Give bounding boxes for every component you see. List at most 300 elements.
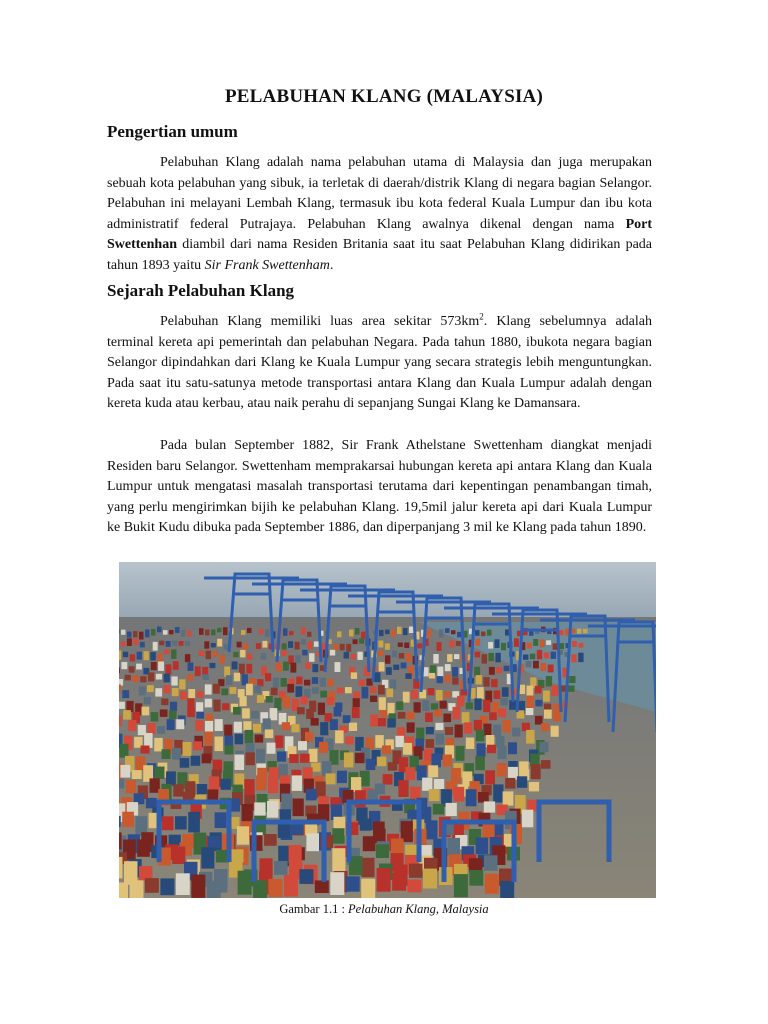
container-stack bbox=[121, 630, 126, 635]
container-stack bbox=[478, 792, 489, 803]
container-stack bbox=[123, 710, 131, 720]
container-stack bbox=[466, 702, 473, 709]
container-stack bbox=[172, 847, 185, 865]
container-stack bbox=[382, 745, 391, 754]
container-stack bbox=[439, 629, 444, 637]
container-stack bbox=[266, 696, 273, 703]
container-stack bbox=[408, 880, 422, 893]
container-stack bbox=[428, 765, 438, 777]
container-stack bbox=[353, 639, 358, 644]
container-stack bbox=[337, 771, 347, 783]
container-stack bbox=[126, 780, 136, 794]
container-stack bbox=[426, 820, 438, 839]
container-stack bbox=[527, 696, 534, 709]
container-stack bbox=[330, 719, 338, 730]
container-stack bbox=[140, 676, 146, 682]
container-stack bbox=[156, 674, 162, 680]
container-stack bbox=[495, 653, 500, 663]
container-stack bbox=[125, 675, 131, 681]
container-stack bbox=[119, 702, 125, 709]
container-stack bbox=[132, 676, 138, 683]
container-stack bbox=[221, 779, 231, 790]
container-stack bbox=[378, 650, 383, 656]
container-stack bbox=[312, 687, 319, 694]
container-stack bbox=[346, 644, 351, 652]
container-stack bbox=[475, 756, 485, 770]
container-stack bbox=[179, 641, 184, 646]
container-stack bbox=[187, 674, 193, 681]
container-stack bbox=[269, 767, 279, 777]
container-stack bbox=[215, 719, 223, 731]
container-stack bbox=[166, 641, 171, 647]
container-stack bbox=[144, 651, 149, 660]
container-stack bbox=[301, 639, 306, 645]
container-stack bbox=[164, 674, 170, 683]
container-stack bbox=[500, 881, 514, 898]
container-stack bbox=[167, 719, 175, 730]
container-stack bbox=[496, 667, 502, 673]
container-stack bbox=[330, 872, 344, 895]
container-stack bbox=[374, 672, 380, 682]
container-stack bbox=[120, 765, 130, 778]
container-stack bbox=[398, 780, 408, 797]
container-stack bbox=[188, 689, 195, 698]
container-stack bbox=[540, 639, 545, 647]
container-stack bbox=[185, 654, 190, 662]
container-stack bbox=[203, 674, 209, 680]
container-stack bbox=[245, 730, 254, 743]
container-stack bbox=[289, 845, 302, 863]
container-stack bbox=[119, 629, 120, 633]
container-stack bbox=[502, 687, 509, 697]
container-stack bbox=[146, 798, 157, 808]
figure-caption bbox=[0, 902, 768, 917]
container-stack bbox=[385, 655, 390, 664]
container-stack bbox=[161, 699, 168, 706]
container-stack bbox=[508, 742, 517, 754]
container-stack bbox=[337, 631, 342, 637]
container-stack bbox=[253, 724, 261, 733]
container-stack bbox=[319, 742, 328, 753]
caption-text: Pelabuhan Klang, Malaysia bbox=[348, 902, 489, 916]
container-stack bbox=[263, 718, 271, 731]
container-stack bbox=[296, 686, 303, 697]
container-stack bbox=[119, 816, 121, 827]
container-stack bbox=[447, 654, 452, 662]
container-stack bbox=[196, 702, 203, 712]
container-stack bbox=[359, 638, 364, 643]
container-stack bbox=[526, 661, 532, 668]
container-stack bbox=[378, 685, 385, 695]
container-stack bbox=[295, 655, 300, 663]
container-stack bbox=[226, 675, 232, 685]
container-stack bbox=[349, 723, 357, 731]
container-stack bbox=[213, 684, 220, 694]
container-stack bbox=[243, 721, 251, 731]
container-stack bbox=[526, 730, 535, 744]
container-stack bbox=[343, 715, 351, 723]
container-stack bbox=[449, 641, 454, 648]
container-stack bbox=[187, 631, 192, 637]
container-stack bbox=[119, 716, 122, 727]
container-stack bbox=[119, 684, 121, 693]
container-stack bbox=[175, 627, 180, 633]
container-stack bbox=[434, 710, 442, 717]
container-stack bbox=[213, 652, 218, 657]
container-stack bbox=[577, 629, 582, 634]
container-stack bbox=[483, 724, 491, 736]
container-stack bbox=[379, 710, 387, 717]
caption-label: Gambar 1.1 : bbox=[279, 902, 349, 916]
paragraph-text: diambil dari nama Residen Britania saat itu saat Pelabuhan Klang didirikan pada tahun 1893 yaitu bbox=[107, 237, 652, 273]
container-stack bbox=[205, 684, 212, 694]
container-stack bbox=[318, 804, 329, 821]
container-stack bbox=[173, 784, 183, 796]
container-stack bbox=[393, 665, 399, 670]
container-stack bbox=[407, 712, 415, 720]
container-stack bbox=[405, 673, 411, 679]
container-stack bbox=[451, 630, 456, 634]
container-stack bbox=[122, 812, 134, 828]
container-stack bbox=[275, 735, 284, 748]
container-stack bbox=[436, 734, 445, 745]
container-stack bbox=[370, 687, 377, 694]
container-stack bbox=[230, 687, 237, 694]
container-stack bbox=[274, 861, 288, 875]
container-stack bbox=[172, 748, 181, 760]
container-stack bbox=[197, 784, 207, 794]
container-stack bbox=[568, 686, 575, 692]
container-stack bbox=[120, 744, 129, 758]
container-stack bbox=[477, 687, 484, 699]
container-stack bbox=[121, 662, 127, 669]
container-stack bbox=[345, 687, 352, 693]
container-stack bbox=[512, 728, 520, 737]
container-stack bbox=[379, 630, 384, 636]
container-stack bbox=[453, 707, 461, 720]
container-stack bbox=[246, 684, 253, 696]
container-stack bbox=[180, 691, 187, 699]
container-stack bbox=[327, 697, 334, 705]
container-stack bbox=[301, 627, 306, 634]
container-stack bbox=[246, 664, 252, 674]
container-stack bbox=[284, 875, 298, 897]
container-stack bbox=[242, 674, 248, 685]
container-stack bbox=[361, 858, 374, 877]
container-stack bbox=[172, 688, 179, 696]
container-stack bbox=[522, 810, 533, 828]
container-stack bbox=[233, 652, 238, 657]
container-stack bbox=[353, 698, 360, 707]
container-stack bbox=[240, 650, 245, 658]
container-stack bbox=[455, 725, 463, 738]
container-stack bbox=[202, 667, 208, 675]
container-stack bbox=[445, 628, 450, 633]
container-stack bbox=[476, 838, 489, 855]
container-stack bbox=[452, 667, 458, 677]
container-stack bbox=[517, 776, 527, 788]
container-stack bbox=[233, 707, 241, 715]
container-stack bbox=[497, 765, 507, 777]
container-stack bbox=[289, 631, 294, 635]
paragraph-text: . Klang sebelumnya adalah terminal kereta api pemerintah dan pelabuhan Negara. Pada tahun 1880, ibukota negara bagian Selangor dipindahkan dari Klang ke Kuala Lumpur yang secara strategis lebih menguntungkan. Pada saat itu satu-satunya metode transportasi antara Klang dan Kuala Lumpur adalah dengan kereta kuda atau kerbau, atau naik perahu di sepanjang Sungai Klang ke Damansara. bbox=[107, 314, 652, 412]
container-stack bbox=[483, 824, 495, 839]
container-stack bbox=[307, 632, 312, 637]
container-stack bbox=[409, 864, 423, 878]
container-stack bbox=[261, 653, 266, 659]
container-stack bbox=[164, 685, 171, 693]
container-stack bbox=[514, 638, 519, 647]
container-stack bbox=[211, 630, 216, 636]
container-stack bbox=[527, 800, 538, 812]
container-stack bbox=[485, 874, 499, 894]
container-stack bbox=[403, 628, 408, 635]
container-stack bbox=[253, 880, 267, 898]
container-stack bbox=[527, 643, 532, 649]
container-stack bbox=[559, 630, 564, 635]
container-stack bbox=[139, 686, 146, 695]
paragraph-text: . bbox=[329, 257, 334, 273]
container-stack bbox=[436, 690, 443, 701]
container-stack bbox=[349, 630, 354, 637]
container-stack bbox=[221, 689, 228, 696]
container-stack bbox=[217, 639, 222, 647]
container-stack bbox=[504, 666, 510, 672]
container-stack bbox=[219, 655, 224, 664]
container-stack bbox=[160, 878, 174, 895]
container-stack bbox=[199, 628, 204, 635]
paragraph-text: Pelabuhan Klang memiliki luas area sekitar 573km bbox=[160, 314, 480, 329]
container-stack bbox=[346, 876, 360, 891]
container-stack bbox=[298, 741, 307, 750]
container-stack bbox=[391, 629, 396, 637]
container-stack bbox=[306, 833, 319, 851]
container-stack bbox=[217, 628, 222, 633]
container-stack bbox=[544, 710, 552, 719]
container-stack bbox=[206, 651, 211, 660]
container-stack bbox=[179, 679, 185, 689]
container-stack bbox=[293, 799, 304, 817]
container-stack bbox=[145, 630, 150, 638]
container-stack bbox=[462, 712, 470, 723]
container-stack bbox=[378, 718, 386, 726]
container-stack bbox=[337, 687, 344, 693]
container-stack bbox=[530, 654, 535, 660]
container-stack bbox=[300, 754, 310, 763]
container-stack bbox=[121, 642, 126, 647]
container-stack bbox=[395, 736, 404, 747]
container-stack bbox=[173, 661, 179, 670]
container-stack bbox=[398, 712, 406, 719]
container-stack bbox=[305, 663, 311, 669]
container-stack bbox=[431, 703, 438, 709]
container-stack bbox=[265, 729, 274, 738]
container-stack bbox=[433, 654, 438, 663]
container-stack bbox=[487, 745, 496, 754]
container-stack bbox=[443, 755, 453, 767]
container-stack bbox=[454, 874, 468, 897]
container-stack bbox=[435, 723, 443, 730]
container-stack bbox=[437, 667, 443, 677]
container-stack bbox=[176, 873, 190, 895]
section-heading-pengertian: Pengertian umum bbox=[107, 122, 238, 141]
container-stack bbox=[340, 644, 345, 651]
container-stack bbox=[197, 691, 204, 698]
container-stack bbox=[429, 789, 440, 801]
container-stack bbox=[295, 642, 300, 650]
container-stack bbox=[240, 696, 247, 706]
container-stack bbox=[262, 641, 267, 648]
container-stack bbox=[205, 699, 212, 708]
container-stack bbox=[475, 652, 480, 658]
container-stack bbox=[255, 735, 264, 743]
container-stack bbox=[299, 869, 313, 884]
container-stack bbox=[183, 742, 192, 756]
container-stack bbox=[377, 757, 387, 767]
container-stack bbox=[297, 707, 305, 714]
container-stack bbox=[222, 703, 229, 710]
container-stack bbox=[426, 739, 435, 748]
container-stack bbox=[290, 663, 296, 673]
container-stack bbox=[133, 631, 138, 637]
container-stack bbox=[159, 641, 164, 646]
container-stack bbox=[188, 812, 200, 833]
container-stack bbox=[142, 707, 150, 716]
container-stack bbox=[128, 720, 136, 731]
container-stack bbox=[235, 734, 244, 745]
paragraph-sejarah-2: Pada bulan September 1882, Sir Frank Athelstane Swettenham diangkat menjadi Residen baru Selangor. Swettenham memprakarsai hubungan kereta api antara Klang dan Kuala Lumpur untuk mengatasi masalah transportasi terutama dari kepentingan penambangan timah, yang perlu mengirimkan bijih ke pelabuhan Klang. 19,5mil jalur kereta api dari Kuala Lumpur ke Bukit Kudu dibuka pada September 1886, dan diperpanjang 3 mil ke Klang pada tahun 1890. bbox=[107, 438, 652, 536]
container-stack bbox=[335, 730, 344, 743]
container-stack bbox=[475, 630, 480, 636]
container-stack bbox=[537, 650, 542, 659]
container-stack bbox=[180, 758, 190, 768]
container-stack bbox=[447, 838, 460, 856]
container-stack bbox=[225, 745, 234, 754]
container-stack bbox=[232, 661, 238, 669]
container-stack bbox=[283, 696, 290, 708]
container-stack bbox=[148, 672, 154, 681]
container-stack bbox=[385, 630, 390, 635]
container-stack bbox=[484, 801, 495, 812]
container-stack bbox=[273, 678, 279, 688]
container-stack bbox=[469, 858, 483, 872]
container-stack bbox=[315, 880, 329, 893]
container-stack bbox=[446, 803, 457, 816]
container-stack bbox=[147, 685, 154, 692]
container-stack bbox=[503, 791, 514, 805]
container-stack bbox=[247, 654, 252, 660]
container-stack bbox=[223, 627, 228, 635]
container-stack bbox=[481, 632, 486, 637]
container-stack bbox=[277, 751, 286, 761]
container-stack bbox=[540, 742, 549, 753]
container-stack bbox=[526, 708, 534, 715]
container-stack bbox=[171, 649, 176, 659]
container-stack bbox=[456, 746, 465, 761]
container-stack bbox=[351, 654, 356, 660]
container-stack bbox=[282, 722, 290, 730]
container-stack bbox=[130, 880, 144, 898]
container-stack bbox=[137, 839, 150, 856]
container-stack bbox=[127, 632, 132, 638]
container-stack bbox=[141, 746, 150, 754]
container-stack bbox=[195, 666, 201, 676]
container-stack bbox=[543, 691, 550, 702]
container-stack bbox=[169, 711, 177, 719]
container-stack bbox=[162, 816, 174, 830]
container-stack bbox=[247, 628, 252, 633]
container-stack bbox=[407, 722, 415, 732]
container-stack bbox=[474, 698, 481, 710]
container-stack bbox=[495, 639, 500, 648]
container-stack bbox=[540, 663, 546, 671]
container-stack bbox=[147, 723, 155, 734]
container-stack bbox=[493, 784, 503, 802]
container-stack bbox=[140, 642, 145, 648]
container-stack bbox=[327, 679, 333, 687]
container-stack bbox=[474, 667, 480, 677]
container-stack bbox=[163, 630, 168, 635]
container-stack bbox=[314, 641, 319, 646]
container-stack bbox=[423, 869, 437, 889]
container-stack bbox=[320, 722, 328, 735]
container-stack bbox=[454, 654, 459, 659]
container-stack bbox=[355, 753, 365, 764]
container-stack bbox=[257, 679, 263, 686]
container-stack bbox=[494, 690, 501, 699]
container-stack bbox=[529, 782, 539, 791]
container-stack bbox=[119, 779, 124, 789]
container-stack bbox=[491, 679, 497, 687]
container-stack bbox=[386, 689, 393, 698]
container-stack bbox=[487, 630, 492, 636]
container-stack bbox=[119, 882, 128, 898]
container-stack bbox=[289, 754, 299, 763]
container-stack bbox=[370, 696, 377, 702]
container-stack bbox=[426, 727, 434, 734]
document-title: PELABUHAN KLANG (MALAYSIA) bbox=[224, 86, 544, 107]
container-stack bbox=[476, 675, 482, 684]
container-stack bbox=[122, 690, 129, 698]
container-stack bbox=[309, 749, 318, 762]
container-stack bbox=[399, 653, 404, 659]
container-stack bbox=[291, 724, 299, 732]
container-stack bbox=[257, 695, 264, 703]
container-stack bbox=[508, 767, 518, 780]
container-stack bbox=[334, 707, 342, 717]
container-stack bbox=[123, 652, 128, 658]
container-stack bbox=[452, 677, 458, 684]
container-stack bbox=[139, 632, 144, 640]
container-stack bbox=[160, 709, 168, 717]
container-stack bbox=[256, 775, 266, 790]
container-stack bbox=[330, 650, 335, 656]
container-stack bbox=[304, 680, 310, 686]
paragraph-text: Pelabuhan Klang adalah nama pelabuhan utama di Malaysia dan juga merupakan sebuah kota pelabuhan yang sibuk, ia terletak di daerah/distrik Klang di negara bagian Selangor. Pelabuhan ini melayani Lembah Klang, termasuk ibu kota federal Kuala Lumpur dan ibu kota administratif federal Putrajaya. Pelabuhan Klang awalnya dikenal dengan nama bbox=[107, 155, 652, 232]
container-stack bbox=[249, 678, 255, 684]
container-stack bbox=[429, 673, 435, 679]
container-stack bbox=[332, 828, 344, 844]
container-stack bbox=[199, 651, 204, 656]
container-stack bbox=[505, 778, 515, 789]
container-stack bbox=[405, 767, 415, 780]
container-stack bbox=[259, 629, 264, 635]
container-stack bbox=[144, 697, 151, 704]
container-stack bbox=[366, 759, 376, 770]
container-stack bbox=[533, 661, 539, 669]
container-stack bbox=[245, 752, 255, 765]
container-stack bbox=[401, 663, 407, 669]
